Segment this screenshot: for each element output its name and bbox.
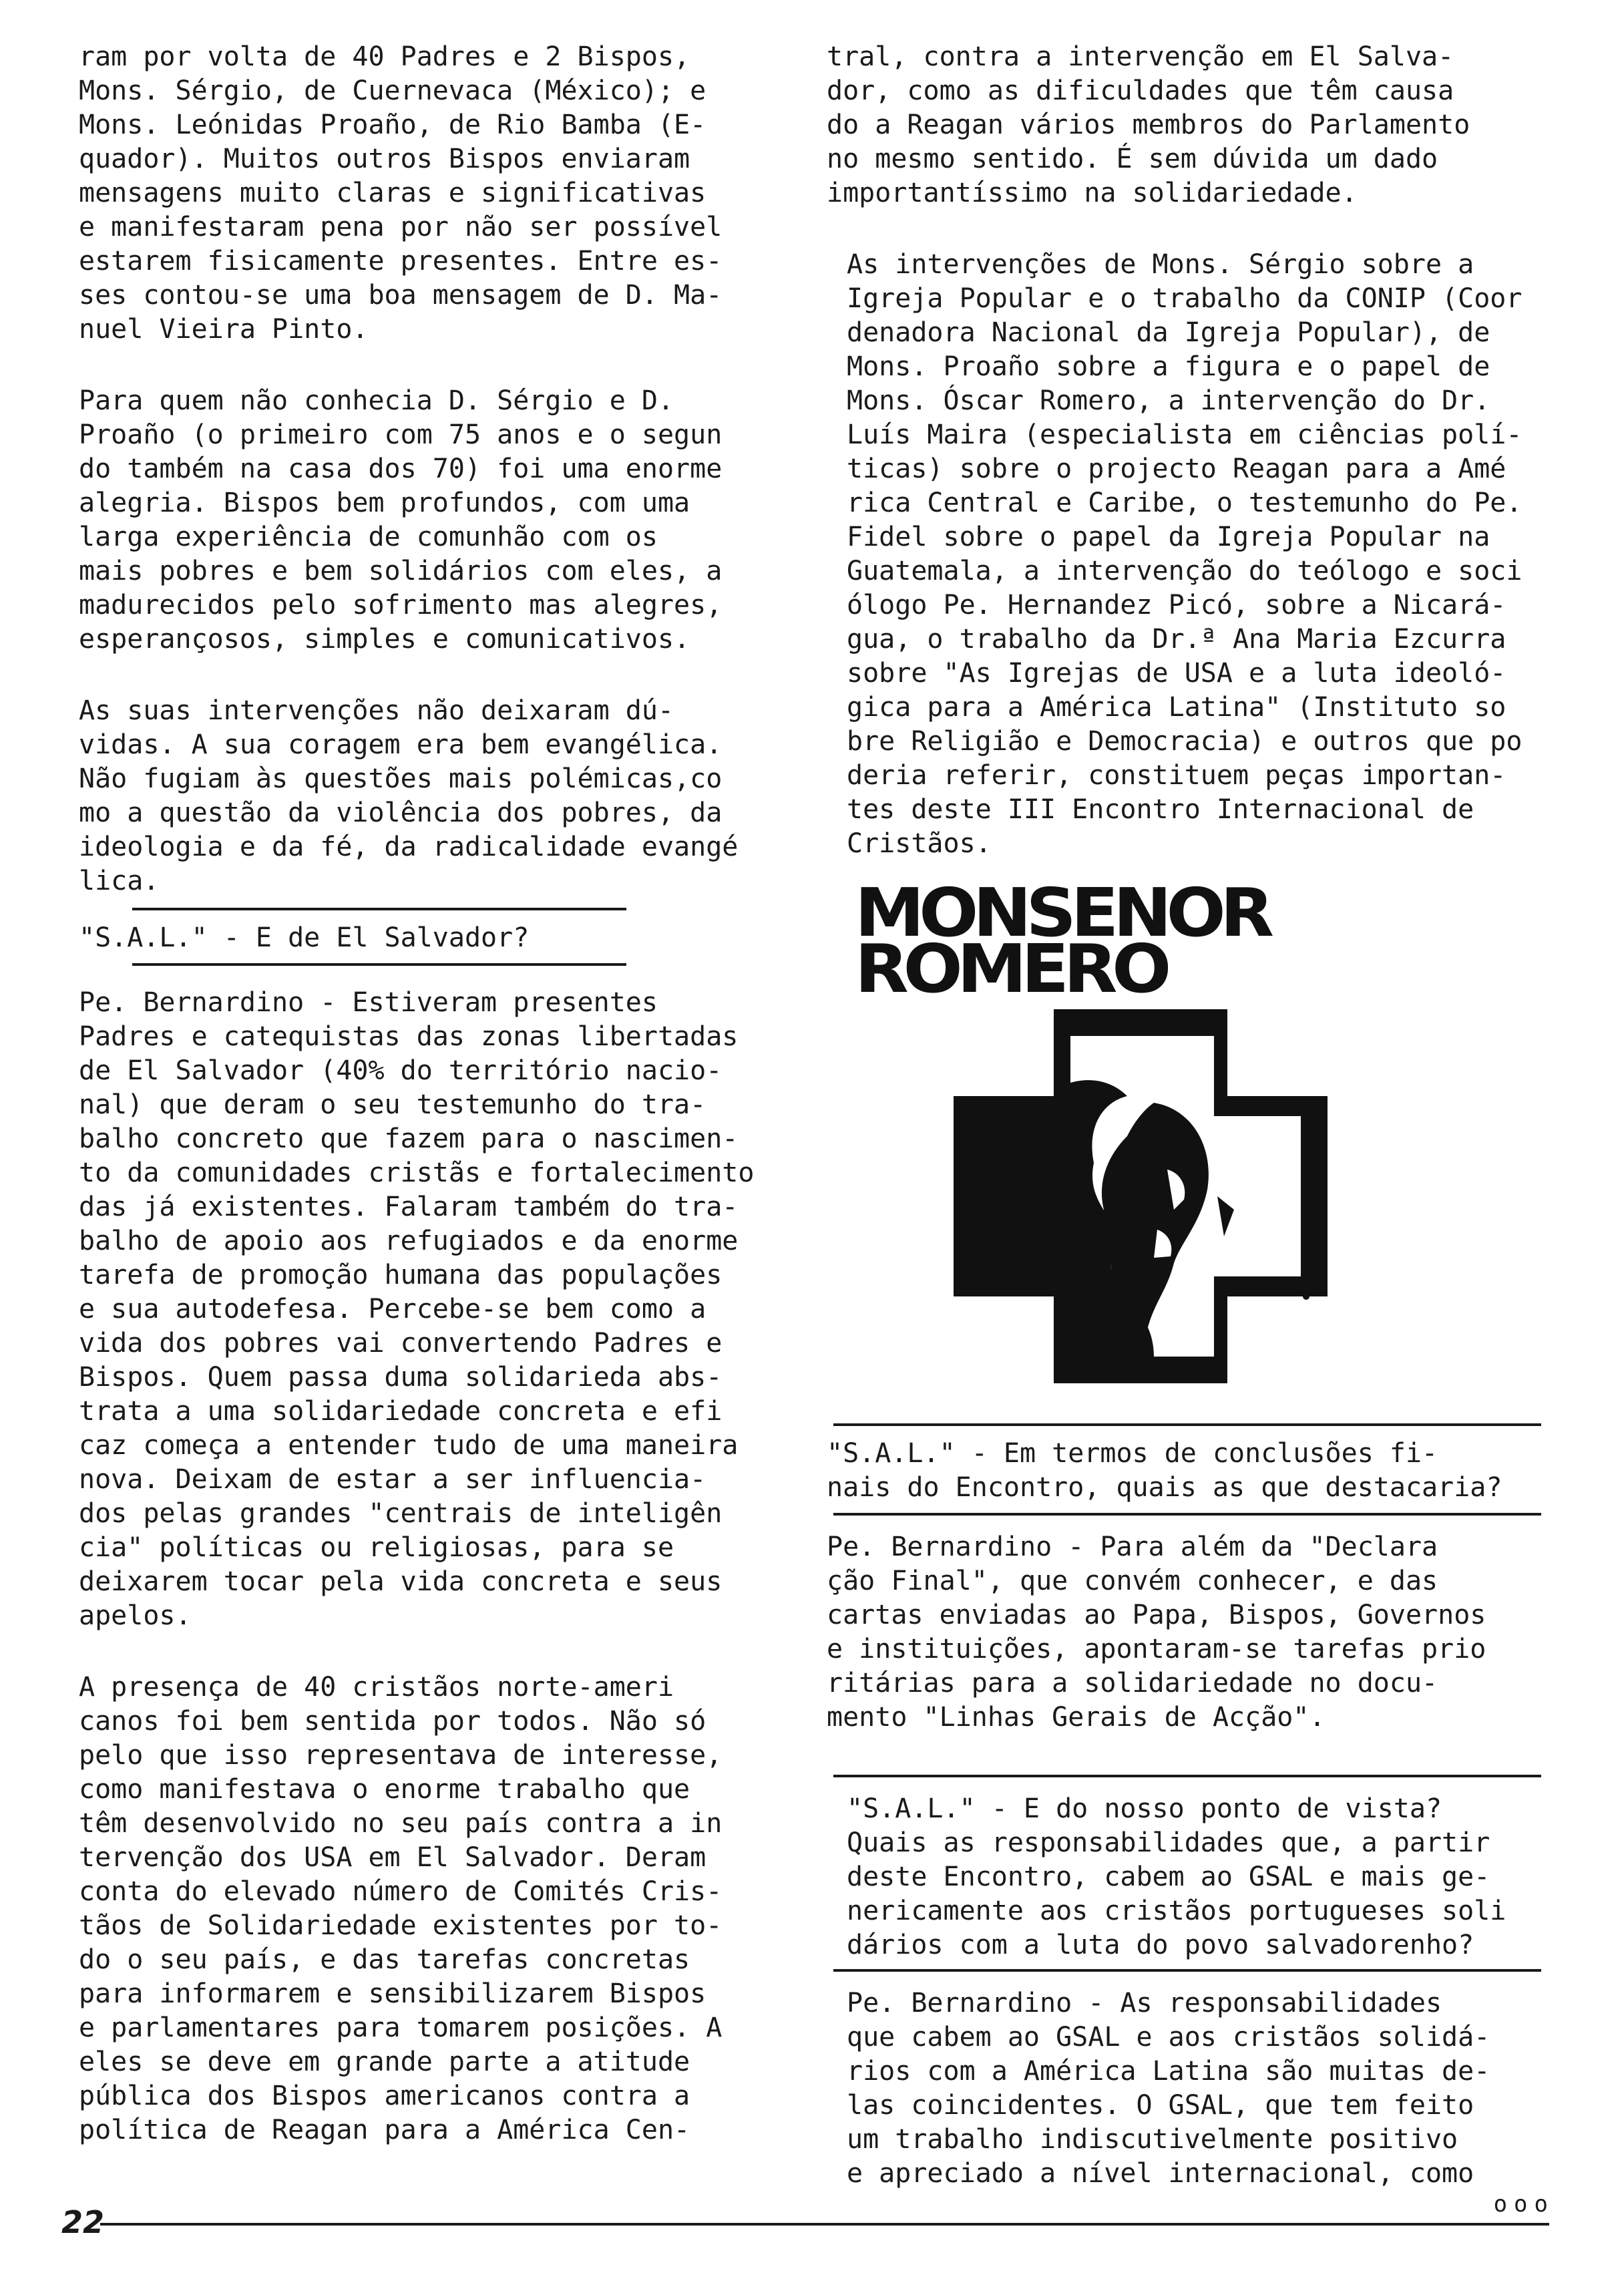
answer-responsibilities: Pe. Bernardino - As responsabilidades que cabem ao GSAL e aos cristãos solidá- rios com a América Latina são muitas de- las coincidentes. O GSAL, que tem feito um trabalho indiscutivelmente positivo e apreciado a nível internacional, como xyxy=(847,1988,1490,2189)
left-column xyxy=(79,40,787,2147)
paragraph-interventions-list: As intervenções de Mons. Sérgio sobre a Igreja Popular e o trabalho da CONIP (Coor denadora Nacional da Igreja Popular), de Mons. Proaño sobre a figura e o papel de Mons. Óscar Romero, a intervenção do Dr. Luís Maira (especialista em ciências polí- ticas) sobre o projecto Reagan para a Amé rica Central e Caribe, o testemunho do Pe. Fidel sobre o papel da Igreja Popular na Guatemala, a intervenção do teólogo e soci ólogo Pe. Hernandez Picó, sobre a Nicará- gua, o trabalho da Dr.ª Ana Maria Ezcurra sobre "As Igrejas de USA e a luta ideoló- gica para a América Latina" (Instituto so bre Religião e Democracia) e outros que po deria referir, constituem peças importan- tes deste III Encontro Internacional de Cristãos. xyxy=(847,249,1522,859)
answer-conclusions: Pe. Bernardino - Para além da "Declara ção Final", que convém conhecer, e das cartas enviadas ao Papa, Bispos, Governos e instituições, apontaram-se tarefas prio ritárias para a solidariedade no docu- mento "Linhas Gerais de Acção". xyxy=(827,1532,1486,1733)
paragraph-continued: tral, contra a intervenção em El Salva- dor, como as dificuldades que têm causa do a Reagan vários membros do Parlamento no mesmo sentido. É sem dúvida um dado importantíssimo na solidariedade. xyxy=(827,41,1470,208)
continued-marker: ooo xyxy=(1493,2191,1555,2218)
banner-line-2: ROMERO xyxy=(855,930,1167,1008)
monsenor-romero-title xyxy=(855,874,1589,1008)
answer-el-salvador: Pe. Bernardino - Estiveram presentes Padres e catequistas das zonas libertadas de El Salvador (40% do território nacio- nal) que deram o seu testemunho do tra- balho concreto que fazem para o nascimen- to da comunidades cristãs e fortalecimento das já existentes. Falaram também do tra- balho de apoio aos refugiados e da enorme tarefa de promoção humana das populações e sua autodefesa. Percebe-se bem como a vida dos pobres vai convertendo Padres e Bispos. Quem passa duma solidarieda abs- trata a uma solidariedade concreta e efi caz começa a entender tudo de uma maneira nova. Deixam de estar a ser influencia- dos pelas grandes "centrais de inteligên cia" políticas ou religiosas, para se deixarem tocar pela vida concreta e seus apelos. xyxy=(79,987,755,1631)
romero-portrait-graphic xyxy=(954,1009,1328,1383)
question-conclusions: "S.A.L." - Em termos de conclusões fi- nais do Encontro, quais as que destacaria? xyxy=(827,1438,1502,1503)
question-responsibilities: "S.A.L." - E do nosso ponto de vista? Quais as responsabilidades que, a partir deste Encontro, cabem ao GSAL e mais ge- nericamente aos cristãos portugueses soli dários com a luta do povo salvadorenho? xyxy=(847,1793,1506,1960)
banner-line-1: MONSENOR xyxy=(855,874,1269,952)
question-el-salvador: "S.A.L." - E de El Salvador? xyxy=(79,922,530,953)
right-column xyxy=(827,40,1555,2218)
page-number: 22 xyxy=(61,2204,105,2240)
paragraph-sergio-proano: Para quem não conhecia D. Sérgio e D. Proaño (o primeiro com 75 anos e o segun do também na casa dos 70) foi uma enorme alegria. Bispos bem profundos, com uma larga experiência de comunhão com os mais pobres e bem solidários com eles, a madurecidos pelo sofrimento mas alegres, esperançosos, simples e comunicativos. xyxy=(79,385,723,655)
romero-portrait-image xyxy=(954,1009,1328,1383)
footer-rule xyxy=(100,2223,1549,2226)
paragraph-north-americans: A presença de 40 cristãos norte-ameri canos foi bem sentida por todos. Não só pelo que isso representava de interesse, como manifestava o enorme trabalho que têm desenvolvido no seu país contra a in tervenção dos USA em El Salvador. Deram conta do elevado número de Comités Cris- tãos de Solidariedade existentes por to- do o seu país, e das tarefas concretas para informarem e sensibilizarem Bispos e parlamentares para tomarem posições. A eles se deve em grande parte a atitude pública dos Bispos americanos contra a política de Reagan para a América Cen- xyxy=(79,1672,723,2145)
paragraph-interventions: As suas intervenções não deixaram dú- vidas. A sua coragem era bem evangélica. Não fugiam às questões mais polémicas,co mo a questão da violência dos pobres, da ideologia e da fé, da radicalidade evangé lica. xyxy=(79,695,739,896)
paragraph-bishops-present: ram por volta de 40 Padres e 2 Bispos, Mons. Sérgio, de Cuernevaca (México); e Mons. Leónidas Proaño, de Rio Bamba (E- quador). Muitos outros Bispos enviaram mensagens muito claras e significativas e manifestaram pena por não ser possível estarem fisicamente presentes. Entre es- ses contou-se uma boa mensagem de D. Ma- nuel Vieira Pinto. xyxy=(79,41,723,345)
